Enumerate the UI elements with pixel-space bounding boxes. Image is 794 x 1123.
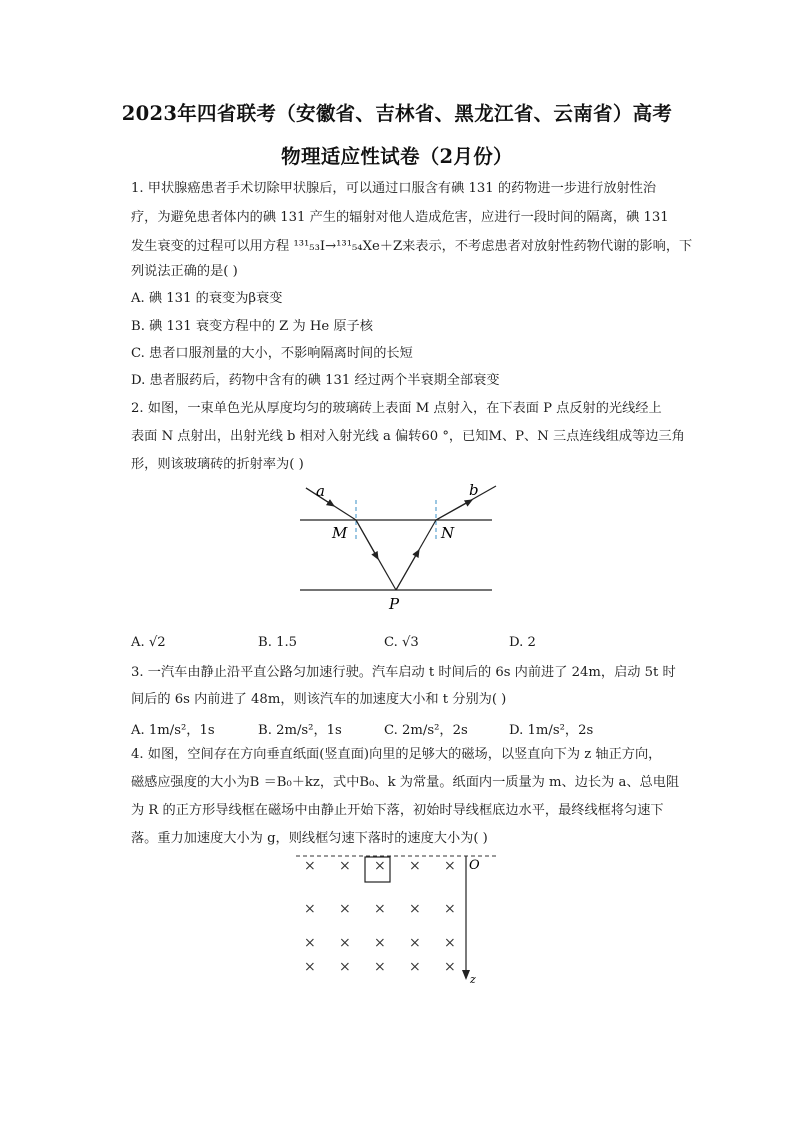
label-b: b xyxy=(469,481,479,499)
q1-option-d: D. 患者服药后，药物中含有的碘 131 经过两个半衰期全部衰变 xyxy=(131,373,500,388)
field-cross: × xyxy=(304,959,316,975)
field-cross: × xyxy=(304,935,316,951)
q2-option-c: C. √3 xyxy=(384,635,419,650)
field-cross: × xyxy=(374,858,386,874)
field-cross: × xyxy=(339,901,351,917)
q4-text-line: 4. 如图，空间存在方向垂直纸面(竖直面)向里的足够大的磁场，以竖直向下为 z 轴正方向， xyxy=(131,747,662,762)
field-cross: × xyxy=(304,858,316,874)
q1-text-line: 疗，为避免患者体内的碘 131 产生的辐射对他人造成危害，应进行一段时间的隔离，碘 131 xyxy=(131,210,669,225)
field-cross: × xyxy=(409,935,421,951)
q2-option-b: B. 1.5 xyxy=(258,635,298,650)
field-cross: × xyxy=(409,858,421,874)
q3-text-line: 3. 一汽车由静止沿平直公路匀加速行驶。汽车启动 t 时间后的 6s 内前进了 24m，启动 5t 时 xyxy=(131,665,676,680)
field-cross: × xyxy=(304,901,316,917)
q3-text-line: 间后的 6s 内前进了 48m，则该汽车的加速度大小和 t 分别为( ) xyxy=(131,692,507,707)
field-cross: × xyxy=(339,935,351,951)
field-cross: × xyxy=(409,901,421,917)
q2-text-line: 形，则该玻璃砖的折射率为( ) xyxy=(131,457,304,472)
q2-text-line: 2. 如图，一束单色光从厚度均匀的玻璃砖上表面 M 点射入，在下表面 P 点反射的光线经上 xyxy=(131,401,662,416)
field-cross: × xyxy=(374,959,386,975)
q1-option-b: B. 碘 131 衰变方程中的 Z 为 He 原子核 xyxy=(131,319,373,334)
q4-text-line: 为 R 的正方形导线框在磁场中由静止开始下落，初始时导线框底边水平，最终线框将匀速下 xyxy=(131,803,664,818)
field-cross: × xyxy=(444,901,456,917)
q3-option-c: C. 2m/s²，2s xyxy=(384,723,468,738)
field-cross: × xyxy=(374,901,386,917)
q3-option-a: A. 1m/s²，1s xyxy=(131,723,215,738)
label-a: a xyxy=(316,482,325,500)
q1-text-line: 1. 甲状腺癌患者手术切除甲状腺后，可以通过口服含有碘 131 的药物进一步进行放射性治 xyxy=(131,181,657,196)
field-cross: × xyxy=(444,935,456,951)
glass-refraction-figure xyxy=(290,478,505,618)
field-cross: × xyxy=(444,858,456,874)
label-p: P xyxy=(389,595,400,613)
field-cross: × xyxy=(444,959,456,975)
q4-text-line: 落。重力加速度大小为 g，则线框匀速下落时的速度大小为( ) xyxy=(131,831,488,846)
field-cross: × xyxy=(339,959,351,975)
field-cross: × xyxy=(339,858,351,874)
q3-option-b: B. 2m/s²，1s xyxy=(258,723,342,738)
q2-option-d: D. 2 xyxy=(509,635,536,650)
q1-text-line: 列说法正确的是( ) xyxy=(131,264,238,279)
q1-option-c: C. 患者口服剂量的大小，不影响隔离时间的长短 xyxy=(131,346,413,361)
q2-text-line: 表面 N 点射出，出射光线 b 相对入射光线 a 偏转60 °，已知M、P、N 三点连线组成等边三角 xyxy=(131,429,685,444)
q2-options xyxy=(131,635,691,653)
field-cross: × xyxy=(374,935,386,951)
label-n: N xyxy=(441,524,455,542)
magnetic-field-figure xyxy=(290,850,510,990)
q3-option-d: D. 1m/s²，2s xyxy=(509,723,594,738)
q4-text-line: 磁感应强度的大小为B ＝B₀＋kz，式中B₀、k 为常量。纸面内一质量为 m、边长为 a、总电阻 xyxy=(131,775,680,790)
q1-text-line: 发生衰变的过程可以用方程 ¹³¹₅₃I→¹³¹₅₄Xe＋Z来表示，不考虑患者对放射性药物代谢的影响，下 xyxy=(131,239,693,254)
label-o: O xyxy=(469,858,480,873)
q1-option-a: A. 碘 131 的衰变为β衰变 xyxy=(131,291,283,306)
page-subtitle: 物理适应性试卷（2月份） xyxy=(281,145,513,168)
q2-option-a: A. √2 xyxy=(131,635,166,650)
q3-options xyxy=(131,719,691,737)
field-cross: × xyxy=(409,959,421,975)
field-crosses xyxy=(304,858,456,975)
page-title: 2023年四省联考（安徽省、吉林省、黑龙江省、云南省）高考 xyxy=(121,102,673,125)
label-m: M xyxy=(332,524,348,542)
label-z: z xyxy=(470,973,476,986)
